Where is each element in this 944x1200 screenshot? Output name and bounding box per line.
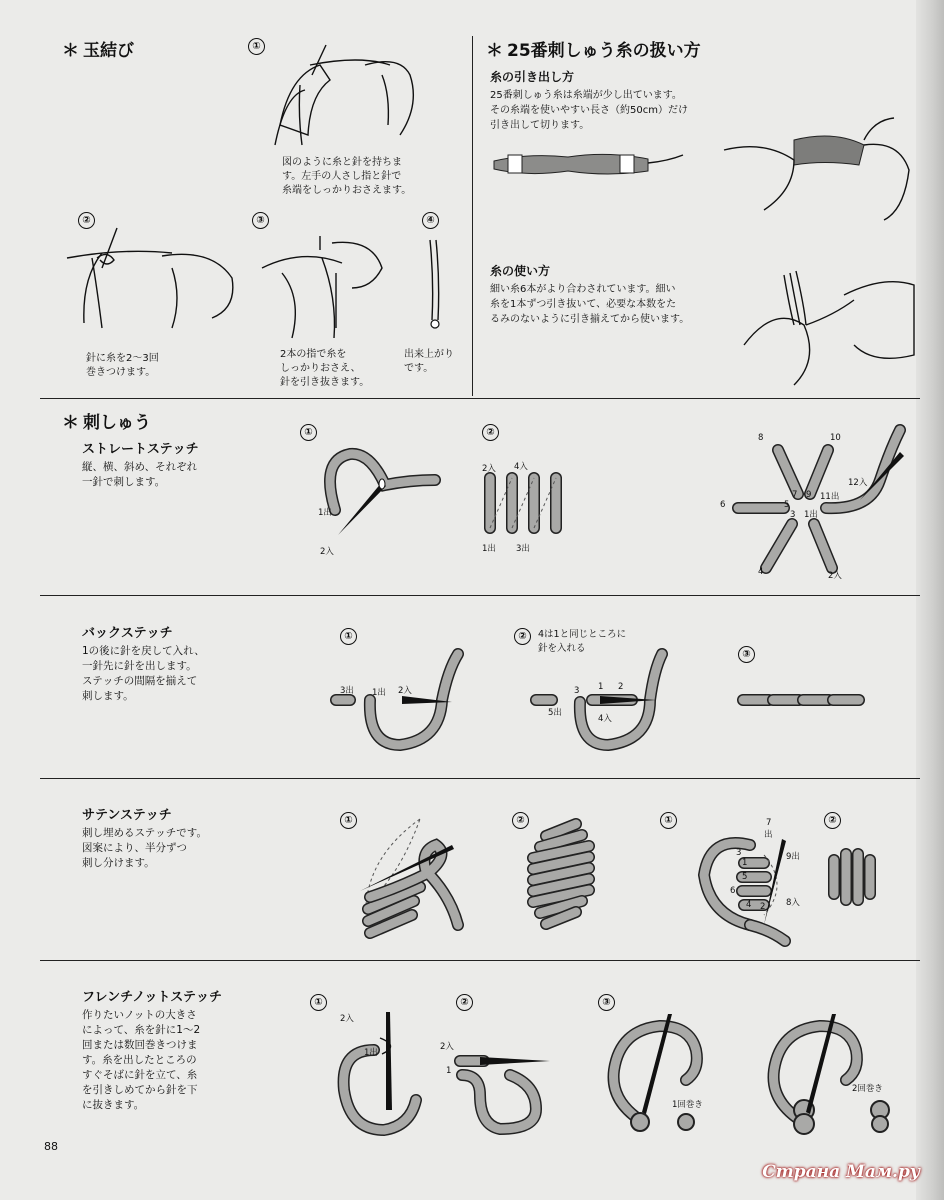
satin3-label-1: 1 xyxy=(742,858,748,868)
satin-step-2: ② xyxy=(512,812,529,829)
back1-label-1out: 1出 xyxy=(372,688,386,698)
divider-4 xyxy=(40,960,920,961)
straight-stitch-body: 縦、横、斜め、それぞれ 一針で刺します。 xyxy=(82,461,198,488)
knot-step-3: ③ xyxy=(252,212,269,229)
knot-step-4: ④ xyxy=(422,212,439,229)
straight-step-2: ② xyxy=(482,424,499,441)
star-label-10: 10 xyxy=(830,433,841,443)
french-step-3: ③ xyxy=(598,994,615,1011)
back1-label-2in: 2入 xyxy=(398,686,412,696)
star-label-11out: 11出 xyxy=(820,492,840,502)
back2-label-3: 3 xyxy=(574,686,580,696)
knot-step-2: ② xyxy=(78,212,95,229)
back-stitch-diagram-3 xyxy=(735,690,875,710)
straight2-label-4in: 4入 xyxy=(514,462,528,472)
watermark-logo: Страна Мам.ру xyxy=(762,1162,920,1182)
straight-stitch-title: ストレートステッチ xyxy=(82,442,199,457)
page-number: 88 xyxy=(44,1140,58,1153)
satin3-label-out: 出 xyxy=(764,830,773,840)
straight-label-1out: 1出 xyxy=(318,508,332,518)
knot-caption-4: 出来上がり です。 xyxy=(404,349,454,374)
straight2-label-3out: 3出 xyxy=(516,544,530,554)
satin3-label-7: 7 xyxy=(766,818,772,828)
french3-label-1wrap: 1回巻き xyxy=(672,1100,703,1110)
star-label-4: 4 xyxy=(758,567,764,577)
star-label-7: 7 xyxy=(792,490,798,500)
satin-stitch-title: サテンステッチ xyxy=(82,808,172,823)
star-label-6: 6 xyxy=(720,500,726,510)
satin3-label-4: 4 xyxy=(746,900,752,910)
knot-caption-2: 針に糸を2〜3回 巻きつけます。 xyxy=(86,353,159,378)
satin-step-1: ① xyxy=(340,812,357,829)
thread-use-title: 糸の使い方 xyxy=(490,264,551,278)
straight-stitch-diagram-1 xyxy=(310,440,450,550)
satin3-label-8in: 8入 xyxy=(786,898,800,908)
back-step-1: ① xyxy=(340,628,357,645)
french2-label-2in: 2入 xyxy=(440,1042,454,1052)
french1-label-2in: 2入 xyxy=(340,1014,354,1024)
back-stitch-body: 1の後に針を戻して入れ、 一針先に針を出します。 ステッチの間隔を揃えて 刺します。 xyxy=(82,645,205,702)
satin3-label-6: 6 xyxy=(730,886,736,896)
french4-label-2wraps: 2回巻き xyxy=(852,1084,883,1094)
satin-stitch-diagram-2 xyxy=(525,820,605,940)
knot-illustration-2 xyxy=(62,228,242,338)
back2-label-1: 1 xyxy=(598,682,604,692)
knot-illustration-3 xyxy=(262,228,392,343)
satin3-label-3: 3 xyxy=(736,848,742,858)
french-knot-diagram-2 xyxy=(440,1025,580,1145)
top-divider-vertical xyxy=(472,36,473,396)
back-note: 4は1と同じところに 針を入れる xyxy=(538,629,627,654)
satin2-step-2: ② xyxy=(824,812,841,829)
thread-section-title: ＊ 25番刺しゅう糸の扱い方 xyxy=(486,41,701,61)
knot-caption-3: 2本の指で糸を しっかりおさえ、 針を引き抜きます。 xyxy=(280,349,370,388)
star-label-3: 3 xyxy=(790,510,796,520)
thread-skein-illustration xyxy=(488,145,688,185)
divider-2 xyxy=(40,595,920,596)
french2-label-1: 1 xyxy=(446,1066,452,1076)
french-knot-diagram-3 xyxy=(600,1010,740,1140)
star-label-5: 5 xyxy=(784,500,790,510)
back-stitch-diagram-1 xyxy=(330,650,480,760)
back-step-2: ② xyxy=(514,628,531,645)
french-knot-diagram-4 xyxy=(760,1010,900,1140)
page-edge-shadow xyxy=(916,0,944,1200)
satin-stitch-body: 刺し埋めるステッチです。 図案により、半分ずつ 刺し分けます。 xyxy=(82,827,207,869)
star-label-8: 8 xyxy=(758,433,764,443)
star-label-1out: 1出 xyxy=(804,510,818,520)
satin3-label-9out: 9出 xyxy=(786,852,800,862)
straight-stitch-star-diagram xyxy=(720,420,920,590)
thread-pull-hands-illustration xyxy=(724,110,914,230)
french-knot-body: 作りたいノットの大きさ によって、糸を針に1〜2 回または数回巻きつけま す。糸を出したところの すぐそばに針を立て、糸 を引きしめてから針を下 に抜きます。 xyxy=(82,1009,201,1111)
french-step-1: ① xyxy=(310,994,327,1011)
knot-illustration-1 xyxy=(270,35,440,160)
satin3-label-5: 5 xyxy=(742,872,748,882)
star-label-9: 9 xyxy=(806,490,812,500)
satin-stitch-diagram-3 xyxy=(690,815,810,945)
straight-stitch-diagram-2 xyxy=(480,470,575,540)
straight-step-1: ① xyxy=(300,424,317,441)
back-step-3: ③ xyxy=(738,646,755,663)
embroidery-section-title: ＊ 刺しゅう xyxy=(62,413,151,433)
thread-pull-body: 25番刺しゅう糸は糸端が少し出ています。 その糸端を使いやすい長さ（約50cm）だけ 引き出して切ります。 xyxy=(490,90,688,131)
star-label-12in: 12入 xyxy=(848,478,868,488)
french-step-2: ② xyxy=(456,994,473,1011)
satin-stitch-diagram-4 xyxy=(820,850,880,910)
back2-label-5out: 5出 xyxy=(548,708,562,718)
french-knot-title: フレンチノットステッチ xyxy=(82,990,222,1005)
back2-label-2: 2 xyxy=(618,682,624,692)
back-stitch-title: バックステッチ xyxy=(82,626,173,641)
satin-stitch-diagram-1 xyxy=(340,815,480,945)
french-knot-diagram-1 xyxy=(330,1010,440,1140)
straight2-label-1out: 1出 xyxy=(482,544,496,554)
star-label-2in: 2入 xyxy=(828,571,842,581)
back1-label-3out: 3出 xyxy=(340,686,354,696)
satin3-label-2: 2 xyxy=(760,902,766,912)
back-stitch-diagram-2 xyxy=(530,650,680,760)
french1-label-1out: 1出 xyxy=(364,1048,378,1058)
straight-label-2in: 2入 xyxy=(320,547,334,557)
divider-1 xyxy=(40,398,920,399)
straight2-label-2in: 2入 xyxy=(482,464,496,474)
knot-illustration-4 xyxy=(420,240,460,340)
satin2-step-1: ① xyxy=(660,812,677,829)
thread-use-body: 細い糸6本がより合わされています。細い 糸を1本ずつ引き抜いて、必要な本数をた るみのないように引き揃えてから使います。 xyxy=(490,284,690,325)
knot-caption-1: 図のように糸と針を持ちま す。左手の人さし指と針で 糸端をしっかりおさえます。 xyxy=(282,157,412,196)
thread-pull-title: 糸の引き出し方 xyxy=(490,70,575,84)
thread-use-hands-illustration xyxy=(744,265,919,390)
back2-label-4in: 4入 xyxy=(598,714,612,724)
knot-step-1: ① xyxy=(248,38,265,55)
knot-section-title: ＊ 玉結び xyxy=(62,41,134,61)
divider-3 xyxy=(40,778,920,779)
